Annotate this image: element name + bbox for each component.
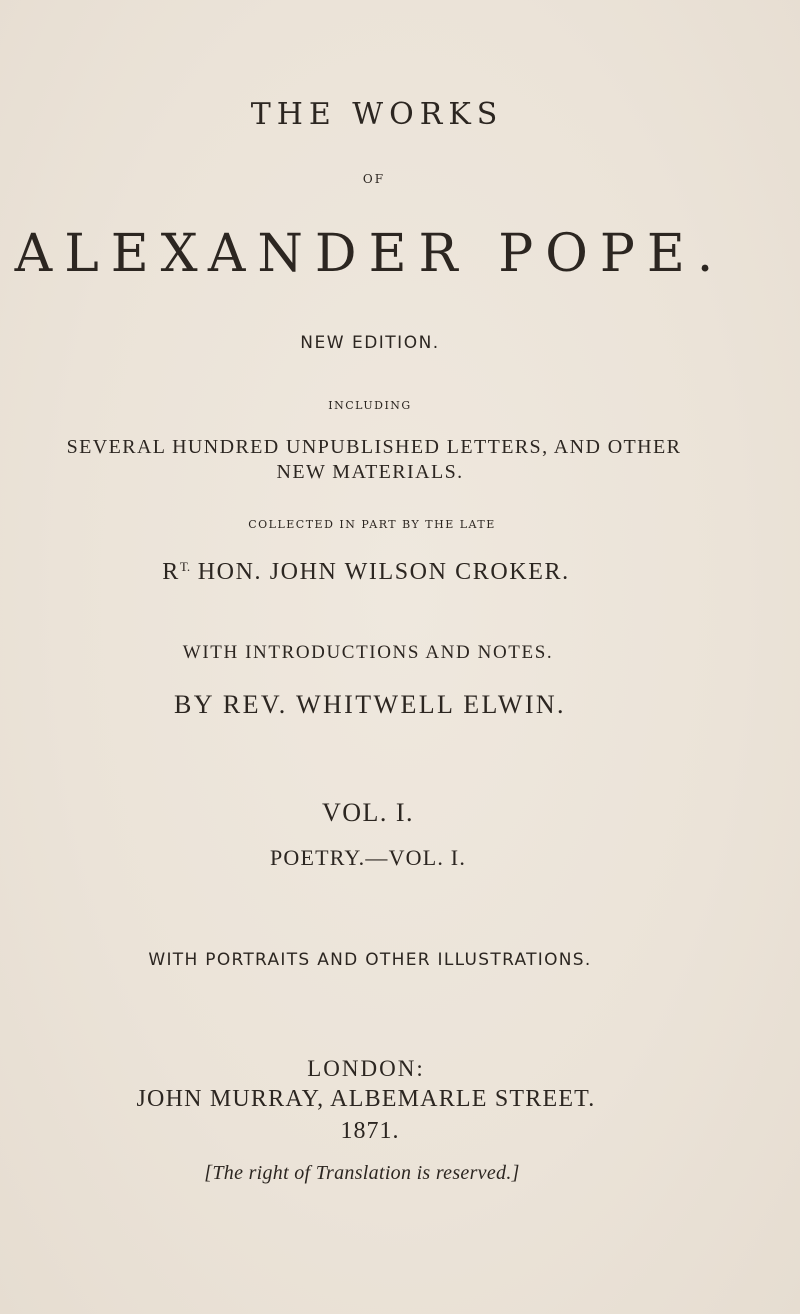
including-label-text: INCLUDING [328, 399, 412, 412]
imprint-year [0, 1119, 770, 1143]
contents-line-2-text: NEW MATERIALS. [276, 461, 464, 483]
introductions-label [0, 643, 768, 662]
works-heading [0, 97, 777, 132]
illustrations-label [0, 952, 770, 969]
edition-label [0, 335, 770, 352]
works-heading-text: THE WORKS [250, 97, 504, 132]
of-label-text: OF [362, 172, 386, 186]
editor-croker [0, 560, 766, 584]
editor-name: HON. JOHN WILSON CROKER. [197, 559, 570, 585]
including-label [0, 400, 770, 411]
imprint-publisher-text: JOHN MURRAY, ALBEMARLE STREET. [136, 1086, 596, 1112]
poetry-volume-label [0, 847, 768, 869]
author-name-text: ALEXANDER POPE. [14, 224, 726, 284]
poetry-volume-label-text: POETRY.—VOL. I. [269, 845, 467, 870]
editor-prefix-superscript: T. [179, 559, 191, 574]
volume-label [0, 800, 768, 826]
illustrations-label-text: WITH PORTRAITS AND OTHER ILLUSTRATIONS. [148, 950, 592, 970]
of-label [0, 173, 774, 185]
editor-prefix-letter: R [162, 559, 180, 585]
author-name [0, 224, 770, 284]
contents-line-1 [0, 437, 774, 457]
editor-elwin [0, 692, 770, 718]
imprint-publisher [0, 1087, 766, 1111]
imprint-city [0, 1057, 766, 1080]
translation-notice-text: [The right of Translation is reserved.] [204, 1162, 520, 1184]
collected-label-text: COLLECTED IN PART BY THE LATE [248, 518, 496, 531]
edition-label-text: NEW EDITION. [300, 333, 440, 353]
translation-notice [0, 1163, 762, 1183]
contents-line-1-text: SEVERAL HUNDRED UNPUBLISHED LETTERS, AND OTHER [66, 436, 682, 458]
imprint-year-text: 1871. [340, 1118, 400, 1144]
editor-elwin-text: BY REV. WHITWELL ELWIN. [174, 690, 566, 719]
contents-line-2 [0, 462, 770, 482]
collected-label [0, 519, 772, 530]
introductions-label-text: WITH INTRODUCTIONS AND NOTES. [182, 642, 554, 663]
imprint-city-text: LONDON: [307, 1056, 425, 1081]
volume-label-text: VOL. I. [321, 798, 415, 827]
editor-prefix [162, 560, 190, 584]
